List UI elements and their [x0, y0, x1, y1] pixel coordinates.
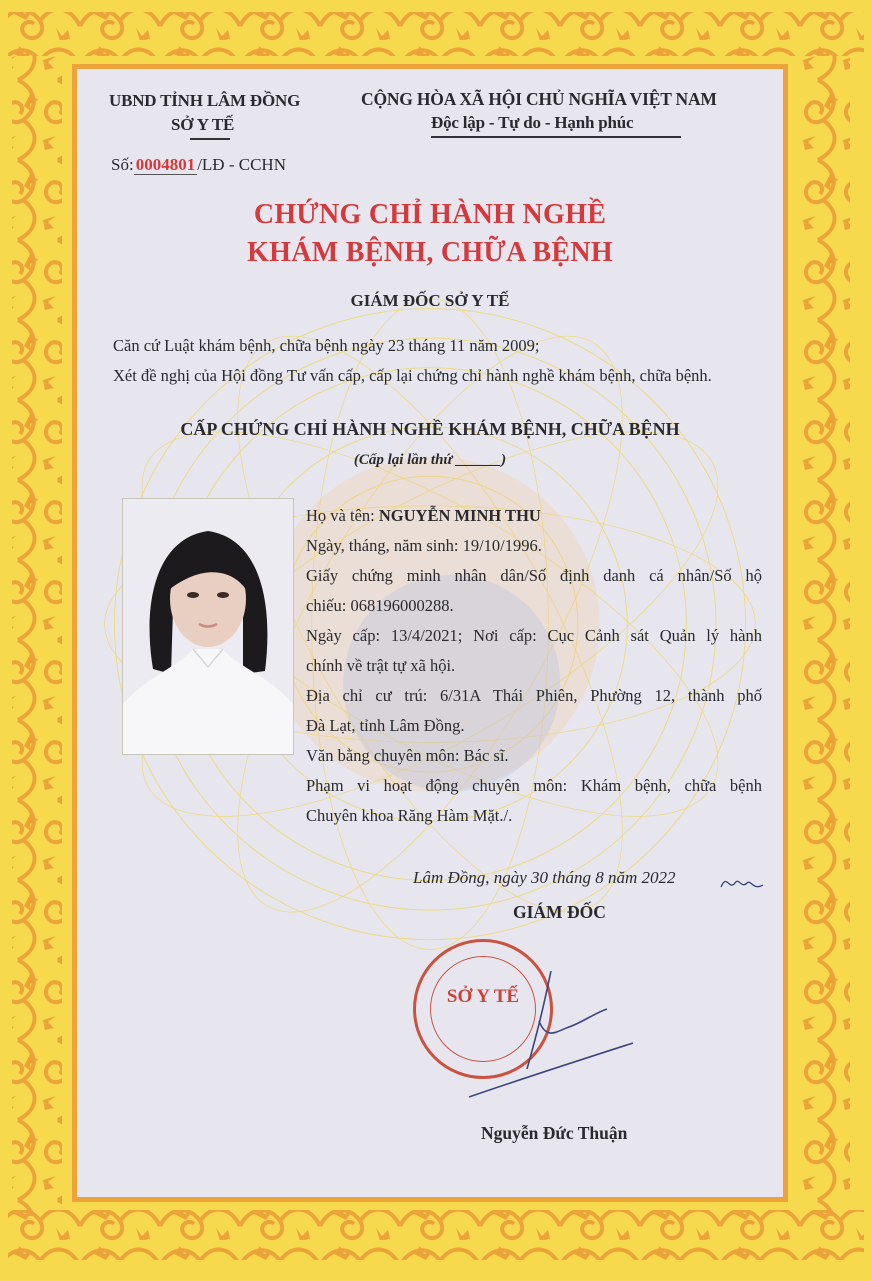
name-label: Họ và tên:	[306, 506, 379, 525]
certificate-title-line2: KHÁM BỆNH, CHỮA BỆNH	[247, 237, 613, 268]
certificate-title-line1: CHỨNG CHỈ HÀNH NGHỀ	[253, 199, 607, 230]
place-date: Lâm Đồng, ngày 30 tháng 8 năm 2022	[413, 868, 676, 887]
preamble-line-2: Xét đề nghị của Hội đồng Tư vấn cấp, cấp lại chứng chỉ hành nghề khám bệnh, chữa bệnh.	[113, 366, 712, 385]
holder-dob: Ngày, tháng, năm sinh: 19/10/1996.	[306, 536, 542, 555]
preamble-line-1: Căn cứ Luật khám bệnh, chữa bệnh ngày 23 tháng 11 năm 2009;	[113, 336, 540, 355]
holder-photo	[123, 499, 293, 754]
holder-address-line1: Địa chỉ cư trú: 6/31A Thái Phiên, Phường 12, thành phố	[306, 686, 762, 705]
department-name: SỞ Y TẾ	[171, 115, 235, 134]
stamp-text: SỞ Y TẾ	[446, 986, 520, 1007]
holder-id-line2: chiếu: 068196000288.	[306, 596, 454, 615]
certificate-paper	[72, 64, 788, 1202]
handwritten-signature-icon	[457, 969, 657, 1099]
number-value: 0004801	[135, 155, 196, 174]
holder-issue-line1: Ngày cấp: 13/4/2021; Nơi cấp: Cục Cảnh sát Quản lý hành	[306, 626, 762, 645]
holder-name-row	[306, 501, 762, 531]
holder-id-line1: Giấy chứng minh nhân dân/Số định danh cá nhân/Số hộ	[306, 566, 762, 585]
header-underline-right	[431, 136, 681, 138]
holder-scope-line1: Phạm vi hoạt động chuyên môn: Khám bệnh, chữa bệnh	[306, 776, 762, 795]
holder-issue-line2: chính về trật tự xã hội.	[306, 656, 456, 675]
holder-degree: Văn bằng chuyên môn: Bác sĩ.	[306, 746, 509, 765]
holder-name: NGUYỄN MINH THU	[378, 506, 541, 525]
holder-info	[306, 501, 762, 831]
certificate-number	[111, 155, 286, 175]
reissue-note: (Cấp lại lần thứ ______)	[353, 452, 507, 468]
national-name: CỘNG HÒA XÃ HỘI CHỦ NGHĨA VIỆT NAM	[361, 89, 717, 109]
signer-role: GIÁM ĐỐC	[513, 902, 606, 922]
holder-scope-line2: Chuyên khoa Răng Hàm Mặt./.	[306, 806, 513, 825]
province-committee: UBND TỈNH LÂM ĐỒNG	[109, 91, 301, 110]
initial-signature-icon	[717, 869, 767, 897]
portrait-icon	[123, 499, 293, 754]
number-label: Số:	[111, 155, 134, 174]
number-suffix: /LĐ - CCHN	[197, 155, 286, 174]
header-underline-left	[190, 138, 230, 140]
national-motto: Độc lập - Tự do - Hạnh phúc	[431, 113, 634, 132]
signer-name: Nguyễn Đức Thuận	[481, 1123, 628, 1143]
holder-address-line2: Đà Lạt, tỉnh Lâm Đồng.	[306, 716, 465, 735]
grant-heading: CẤP CHỨNG CHỈ HÀNH NGHỀ KHÁM BỆNH, CHỮA BỆNH	[180, 419, 680, 439]
issuer-title: GIÁM ĐỐC SỞ Y TẾ	[350, 291, 510, 310]
